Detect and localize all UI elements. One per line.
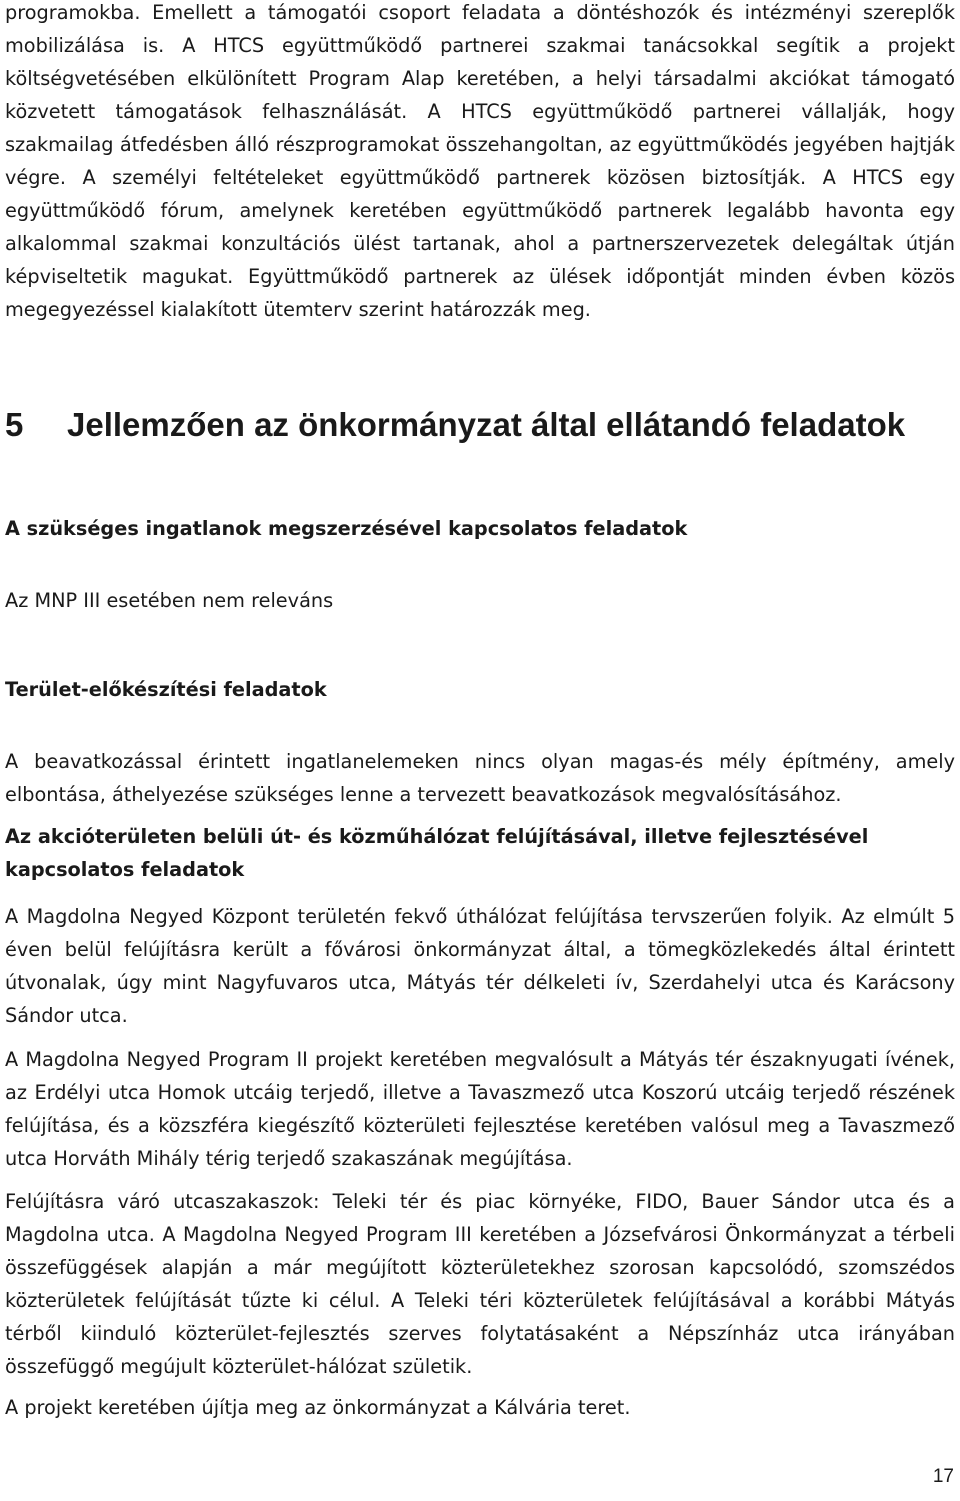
section-title: Jellemzően az önkormányzat által ellátandó feladatok [67,406,906,443]
road-paragraph-1: A Magdolna Negyed Központ területén fekvő úthálózat felújítása tervszerűen folyik. Az elmúlt 5 éven belül felújításra került a fővárosi önkormányzat által, a tömegközlekedés által érintett útvonalak, úgy mint Nagyfuvaros utca, Mátyás tér délkeleti ív, Szerdahelyi utca és Karácsony Sándor utca. [5,905,955,1027]
section-number: 5 [5,406,24,443]
road-paragraph-4: A projekt keretében újítja meg az önkormányzat a Kálvária teret. [5,1396,631,1419]
subsection-heading-property-acquisition: A szükséges ingatlanok megszerzésével kapcsolatos feladatok [5,517,688,540]
subsection-text-property-acquisition: Az MNP III esetében nem releváns [5,589,334,612]
page-number: 17 [932,1466,954,1487]
road-paragraph-3: Felújításra váró utcaszakaszok: Teleki tér és piac környéke, FIDO, Bauer Sándor utca és a Magdolna utca. A Magdolna Negyed Program III keretében a Józsefvárosi Önkormányzat a térbeli összefüggések alapján a már megújított közterületekhez szorosan kapcsolódó, szomszédos közterületek felújítását tűzte ki célul. A Teleki téri közterületek felújításával a korábbi Mátyás térből kiinduló közterület-fejlesztés szerves folytatásaként a Népszínház utca irányában összefüggő megújult közterület-hálózat születik. [5,1190,955,1378]
section-heading [5,403,905,447]
subsection-text-site-preparation: A beavatkozással érintett ingatlanelemeken nincs olyan magas-és mély építmény, amely elbontása, áthelyezése szükséges lenne a tervezett beavatkozások megvalósításához. [5,750,955,806]
subsection-heading-site-preparation: Terület-előkészítési feladatok [5,678,327,701]
subsection-heading-road-utility-network: Az akcióterületen belüli út- és közműhálózat felújításával, illetve fejlesztésével kapcsolatos feladatok [5,825,869,881]
road-paragraph-2: A Magdolna Negyed Program II projekt keretében megvalósult a Mátyás tér északnyugati ívének, az Erdélyi utca Homok utcáig terjedő, illetve a Tavaszmező utca Koszorú utcáig terjedő részének felújítása, és a közszféra kiegészítő közterületi fejlesztése keretében valósul meg a Tavaszmező utca Horváth Mihály térig terjedő szakaszának megújítása. [5,1048,955,1170]
intro-paragraph: programokba. Emellett a támogatói csoport feladata a döntéshozók és intézményi szereplők mobilizálása is. A HTCS együttműködő partnerei szakmai tanácsokkal segítik a projekt költségvetésében elkülönített Program Alap keretében, a helyi társadalmi akciókat támogató közvetett támogatások felhasználását. A HTCS együttműködő partnerei vállalják, hogy szakmailag átfedésben álló részprogramokat összehangoltan, az együttműködés jegyében hajtják végre. A személyi feltételeket együttműködő partnerek közösen biztosítják. A HTCS egy együttműködő fórum, amelynek keretében együttműködő partnerek legalább havonta egy alkalommal szakmai konzultációs ülést tartanak, ahol a partnerszervezetek delegáltak útján képviseltetik magukat. Együttműködő partnerek az ülések időpontját minden évben közös megegyezéssel kialakított ütemterv szerint határozzák meg. [5,1,955,321]
